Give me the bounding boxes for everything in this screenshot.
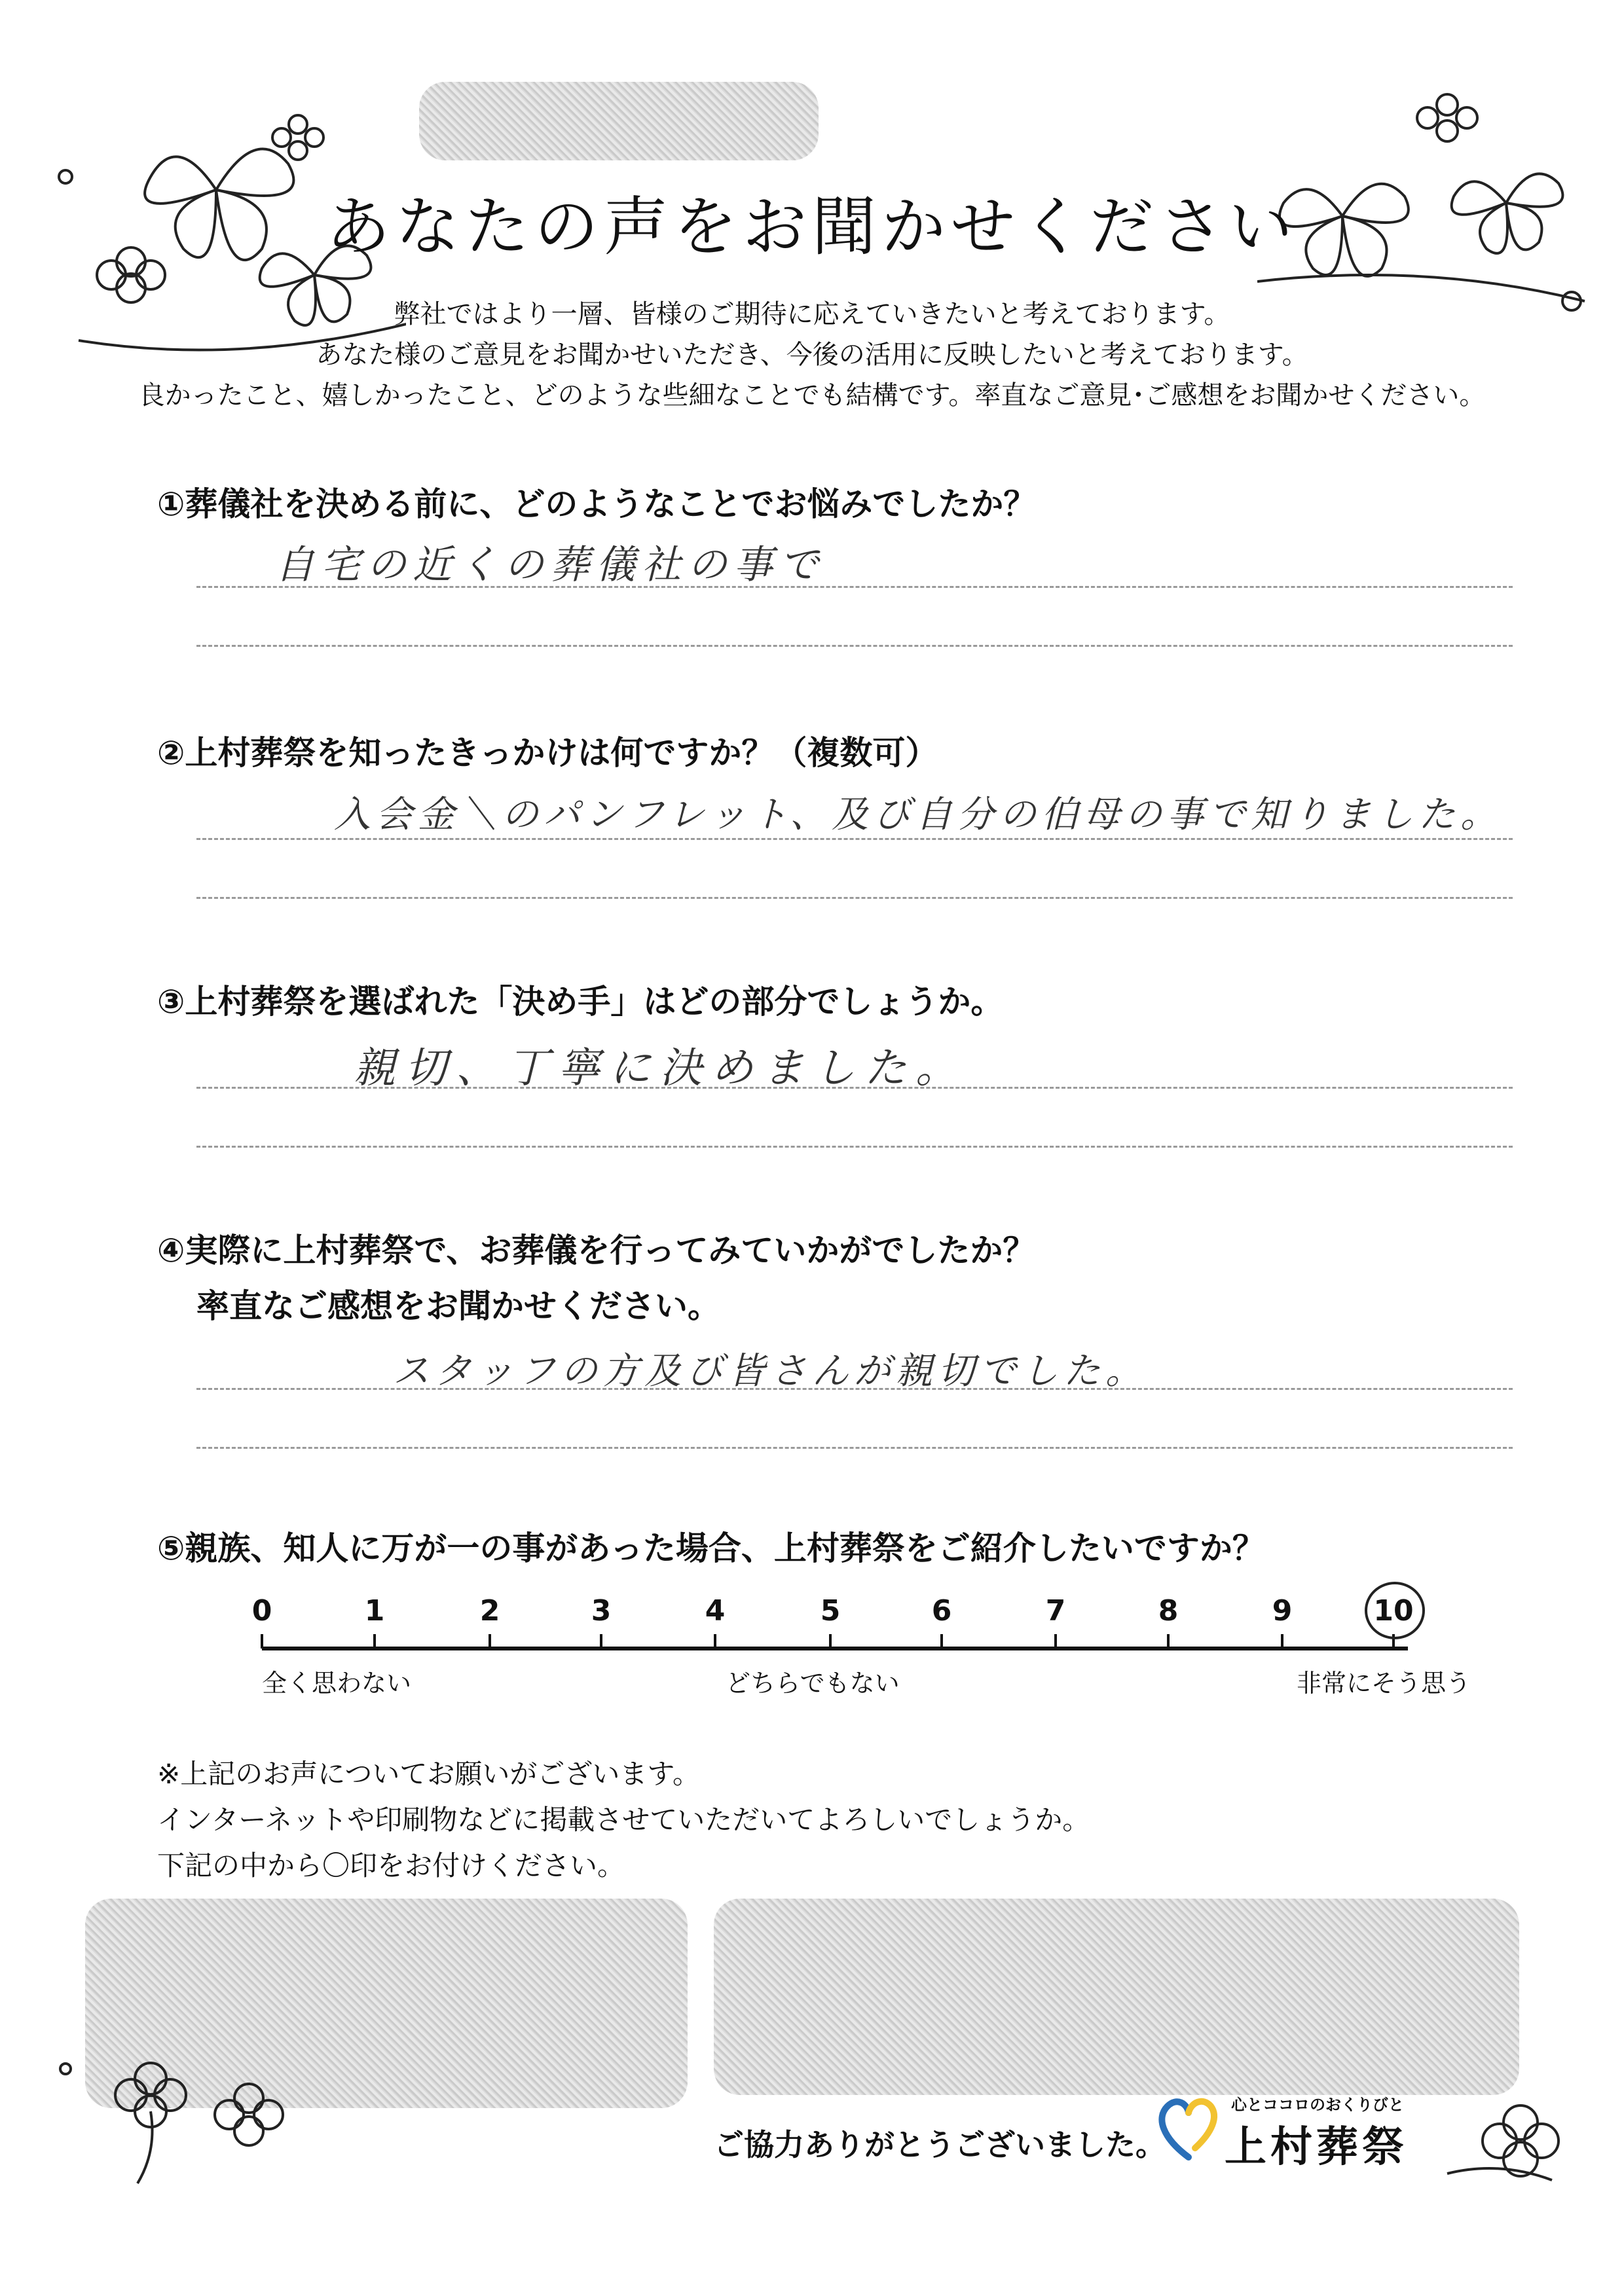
clover-decoration-bottom-right-icon bbox=[1441, 2075, 1611, 2206]
scale-tick-6: 6 bbox=[931, 1594, 952, 1628]
intro-line-1: 弊社ではより一層、皆様のご期待に応えていきたいと考えております。 bbox=[394, 299, 1230, 329]
note-line-1: ※上記のお声についてお願いがございます。 bbox=[157, 1758, 700, 1790]
clover-decoration-bottom-left-icon bbox=[52, 2003, 301, 2200]
logo-tagline: 心とココロのおくりびと bbox=[1231, 2096, 1404, 2114]
answer-line bbox=[196, 586, 1513, 588]
logo-heart-icon bbox=[1156, 2092, 1221, 2164]
question-1: ①葬儀社を決める前に、どのようなことでお悩みでしたか？ bbox=[157, 485, 1037, 523]
scale-tick-9: 9 bbox=[1272, 1594, 1293, 1628]
scale-tick-3: 3 bbox=[591, 1594, 612, 1628]
answer-2: 入会金＼のパンフレット、及び自分の伯母の事で知りました。 bbox=[334, 793, 1503, 836]
answer-line bbox=[196, 838, 1513, 840]
scale-tick-4: 4 bbox=[705, 1594, 726, 1628]
scale-tick-7: 7 bbox=[1045, 1594, 1066, 1628]
answer-line bbox=[196, 645, 1513, 647]
question-2: ②上村葬祭を知ったきっかけは何ですか？（複数可） bbox=[157, 734, 938, 772]
intro-line-3: 良かったこと、嬉しかったこと、どのような些細なことでも結構です。率直なご意見･ご感想をお聞かせください。 bbox=[138, 380, 1486, 410]
answer-3: 親切、丁寧に決めました。 bbox=[354, 1044, 967, 1093]
redaction-smudge-bottom-right bbox=[714, 1899, 1519, 2095]
answer-4: スタッフの方及び皆さんが親切でした。 bbox=[393, 1350, 1147, 1393]
selected-circle-icon bbox=[1361, 1575, 1433, 1647]
scale-tick-0: 0 bbox=[251, 1594, 272, 1628]
scale-tick-8: 8 bbox=[1158, 1594, 1179, 1628]
question-4-line-2: 率直なご感想をお聞かせください。 bbox=[196, 1287, 720, 1325]
scale-tick-10: 10 bbox=[1373, 1594, 1414, 1628]
scale-label-middle: どちらでもない bbox=[726, 1669, 900, 1698]
note-line-2: インターネットや印刷物などに掲載させていただいてよろしいでしょうか。 bbox=[157, 1804, 1090, 1836]
scale-label-left: 全く思わない bbox=[262, 1669, 412, 1698]
note-line-3: 下記の中から〇印をお付けください。 bbox=[157, 1850, 625, 1882]
answer-line bbox=[196, 1388, 1513, 1390]
answer-line bbox=[196, 897, 1513, 899]
logo-name: 上村葬祭 bbox=[1225, 2123, 1408, 2172]
question-3: ③上村葬祭を選ばれた「決め手」はどの部分でしょうか。 bbox=[157, 983, 1004, 1021]
scale-tick-1: 1 bbox=[364, 1594, 385, 1628]
scale-tick-2: 2 bbox=[479, 1594, 500, 1628]
question-4: ④実際に上村葬祭で、お葬儀を行ってみていかがでしたか？ bbox=[157, 1231, 1036, 1269]
answer-line bbox=[196, 1087, 1513, 1089]
answer-1: 自宅の近くの葬儀社の事で bbox=[275, 542, 825, 588]
intro-line-2: あなた様のご意見をお聞かせいただき、今後の活用に反映したいと考えております。 bbox=[316, 340, 1308, 370]
answer-line bbox=[196, 1146, 1513, 1148]
question-5: ⑤親族、知人に万が一の事があった場合、上村葬祭をご紹介したいですか？ bbox=[157, 1529, 1265, 1567]
thanks-message: ご協力ありがとうございました。 bbox=[714, 2127, 1166, 2162]
answer-line bbox=[196, 1447, 1513, 1449]
page-title: あなたの声をお聞かせください bbox=[325, 190, 1298, 264]
scale-tick-5: 5 bbox=[820, 1594, 841, 1628]
scale-label-right: 非常にそう思う bbox=[1297, 1669, 1471, 1698]
redaction-smudge-top bbox=[419, 82, 819, 160]
